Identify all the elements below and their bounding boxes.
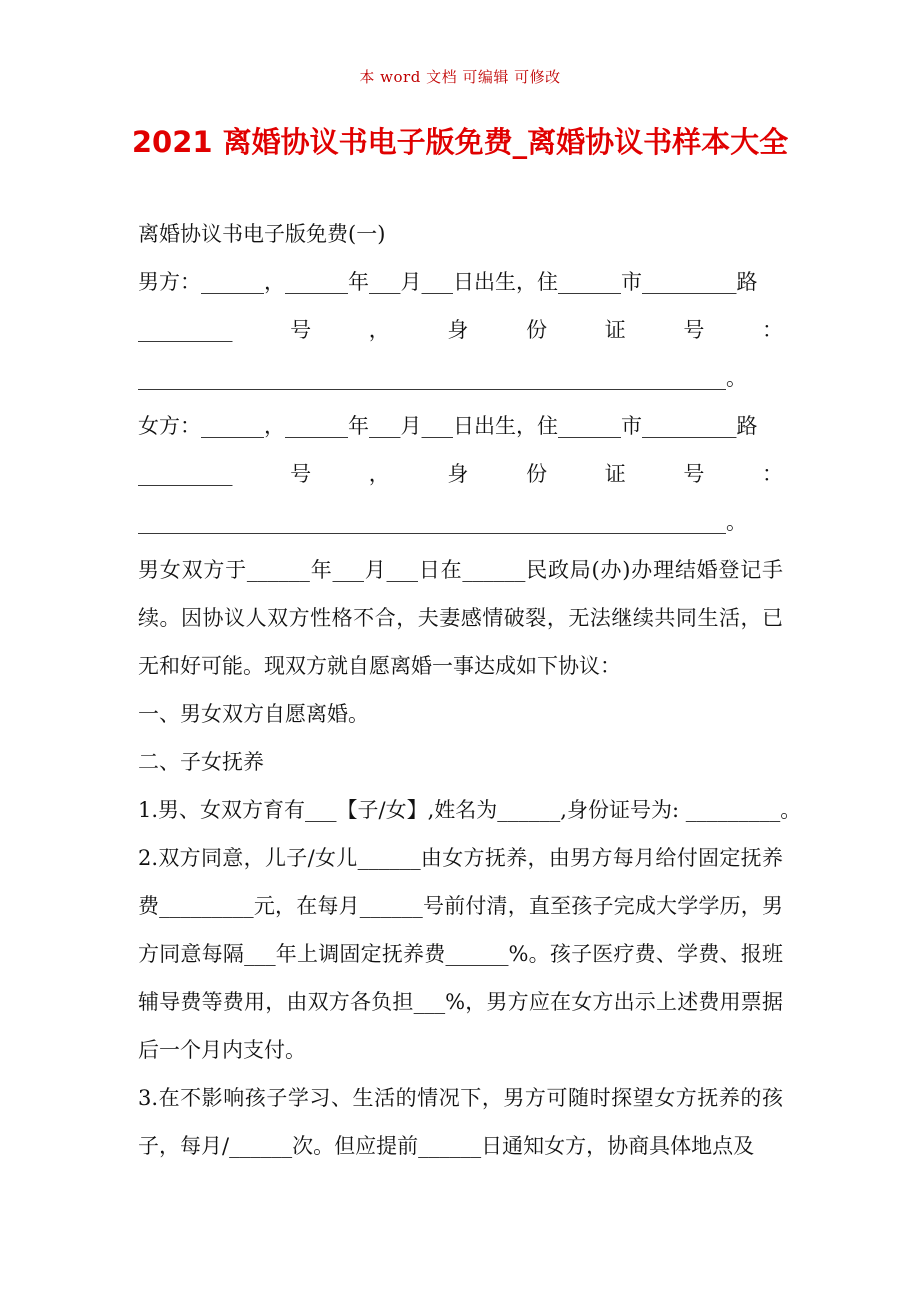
address-word: ， (368, 462, 390, 486)
watermark-text: 本 word 文档 可编辑 可修改 (359, 68, 561, 86)
address-word: 份 (526, 462, 548, 486)
agreement-heading: 离婚协议书电子版免费(一) (138, 222, 386, 246)
address-word: 号 (290, 318, 312, 342)
address-word: 号 (290, 462, 312, 486)
female-address-line (138, 450, 783, 498)
item-child-custody: 二、子女抚养 (138, 750, 264, 774)
address-word: ， (368, 318, 390, 342)
address-word: 证 (604, 462, 626, 486)
address-blank: _________ (138, 318, 233, 342)
document-title: 2021 离婚协议书电子版免费_离婚协议书样本大全 (131, 125, 789, 159)
female-id-blank: ________________________________________________________。 (138, 510, 747, 534)
address-word: 证 (604, 318, 626, 342)
address-word: 号 (683, 318, 705, 342)
marriage-paragraph: 男女双方于______年___月___日在______民政局(办)办理结婚登记手续。因协议人双方性格不合，夫妻感情破裂，无法继续共同生活，已无和好可能。现双方就自愿离婚一事达成如下协议： (138, 558, 783, 678)
male-id-blank: ________________________________________________________。 (138, 366, 747, 390)
document-body (138, 210, 802, 1170)
address-word: ： (761, 462, 783, 486)
address-word: 身 (447, 318, 469, 342)
address-word: 份 (526, 318, 548, 342)
address-word: ： (761, 318, 783, 342)
clause-visitation: 3.在不影响孩子学习、生活的情况下，男方可随时探望女方抚养的孩子，每月/______次。但应提前______日通知女方，协商具体地点及 (138, 1086, 783, 1158)
address-word: 身 (447, 462, 469, 486)
item-divorce: 一、男女双方自愿离婚。 (138, 702, 369, 726)
address-word: 号 (683, 462, 705, 486)
female-party-line: 女方：______，______年___月___日出生，住______市_________路 (138, 414, 758, 438)
address-blank: _________ (138, 462, 233, 486)
male-party-line: 男方：______，______年___月___日出生，住______市_________路 (138, 270, 758, 294)
clause-children: 1.男、女双方育有___【子/女】,姓名为______,身份证号为: _________。 (138, 798, 802, 822)
male-address-line (138, 306, 783, 354)
clause-support: 2.双方同意，儿子/女儿______由女方抚养，由男方每月给付固定抚养费_________元，在每月______号前付清，直至孩子完成大学学历，男方同意每隔___年上调固定抚养费______%。孩子医疗费、学费、报班辅导费等费用，由双方各负担___%，男方应在女方出示上述费用票据后一个月内支付。 (138, 846, 783, 1062)
